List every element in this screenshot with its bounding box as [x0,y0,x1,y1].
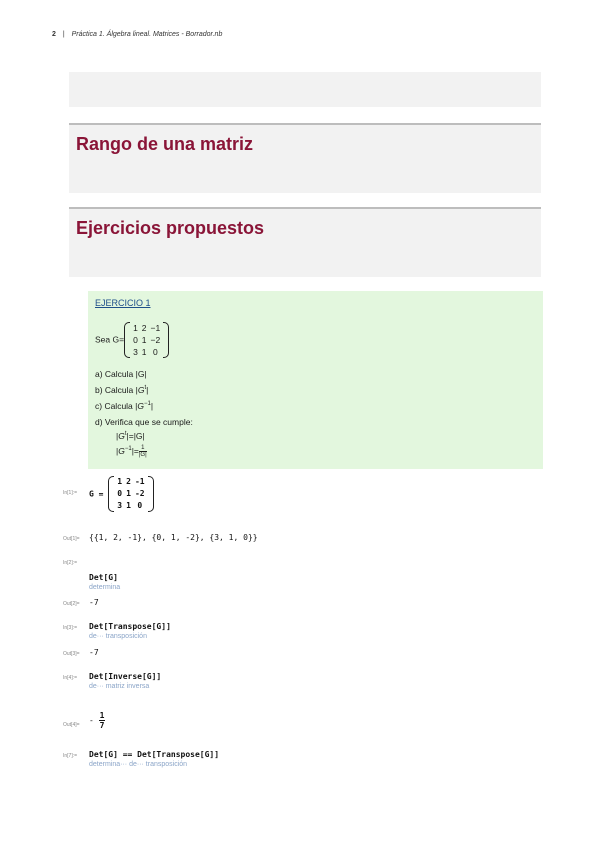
in3-label: In[3]:= [63,625,78,631]
in1-matrix: 1 2 -1 0 1 -2 3 1 0 [108,476,153,512]
out4-label: Out[4]= [63,722,80,728]
item-b: b) Calcula $|G^t|$ [95,385,149,395]
section-title-rango: Rango de una matriz [76,134,254,154]
item-d: d) Verifica que se cumple: [95,417,193,427]
identity-2: $|G^{-1}|=$ $\frac{1}{|G|}$ [116,445,147,458]
out2-label: Out[2]= [63,601,80,607]
in3-input[interactable]: Det[Transpose[G]] [89,622,171,631]
item-a: a) Calcula |G| [95,369,147,379]
section-title-ejercicios: Ejercicios propuestos [76,218,265,238]
in1-label: In[1]:= [63,490,78,496]
section-rango[interactable] [69,123,541,193]
item-c: c) Calcula $|G^{-1}|$ [95,401,154,411]
sea-label: Sea G= [95,334,125,345]
in2-hint: determina [89,584,121,591]
exercise-cell[interactable] [88,291,543,469]
out3-value: -7 [89,648,99,657]
in5-input[interactable]: Det[G] == Det[Transpose[G]] [89,750,220,759]
header-separator: | [62,31,65,38]
in4-label: In[4]:= [63,675,78,681]
notebook-title: Práctica 1. Álgebra lineal. Matrices - Borrador.nb [71,31,223,38]
matrix-g: 1 2 −1 0 1 −2 3 1 0 [124,322,169,358]
page-number: 2 [52,31,56,38]
out1-value: {{1, 2, -1}, {0, 1, -2}, {3, 1, 0}} [89,533,258,542]
in2-input[interactable]: Det[G] [89,573,118,582]
in4-hint: de··· matriz inversa [89,683,150,690]
out2-value: -7 [89,598,99,607]
out1-label: Out[1]= [63,536,80,542]
in3-hint: de··· transposición [89,633,147,640]
out4-value: - $\frac{1}{7}$ [89,711,105,730]
page-header [52,31,222,38]
in5-hint: determina··· de··· transposición [89,761,188,768]
section-ejercicios[interactable] [69,207,541,277]
exercise-matrix-def [95,322,169,358]
identity-1: $|G^t|=|G|$ [116,431,145,441]
exercise-title: EJERCICIO 1 [95,298,151,308]
empty-cell[interactable] [69,72,541,107]
in2-label: In[2]:= [63,560,78,566]
in4-input[interactable]: Det[Inverse[G]] [89,672,162,681]
in1-input[interactable]: G = 1 2 -1 0 1 -2 3 1 0 [89,476,154,512]
in5-label: In[7]:= [63,753,78,759]
out3-label: Out[3]= [63,651,80,657]
